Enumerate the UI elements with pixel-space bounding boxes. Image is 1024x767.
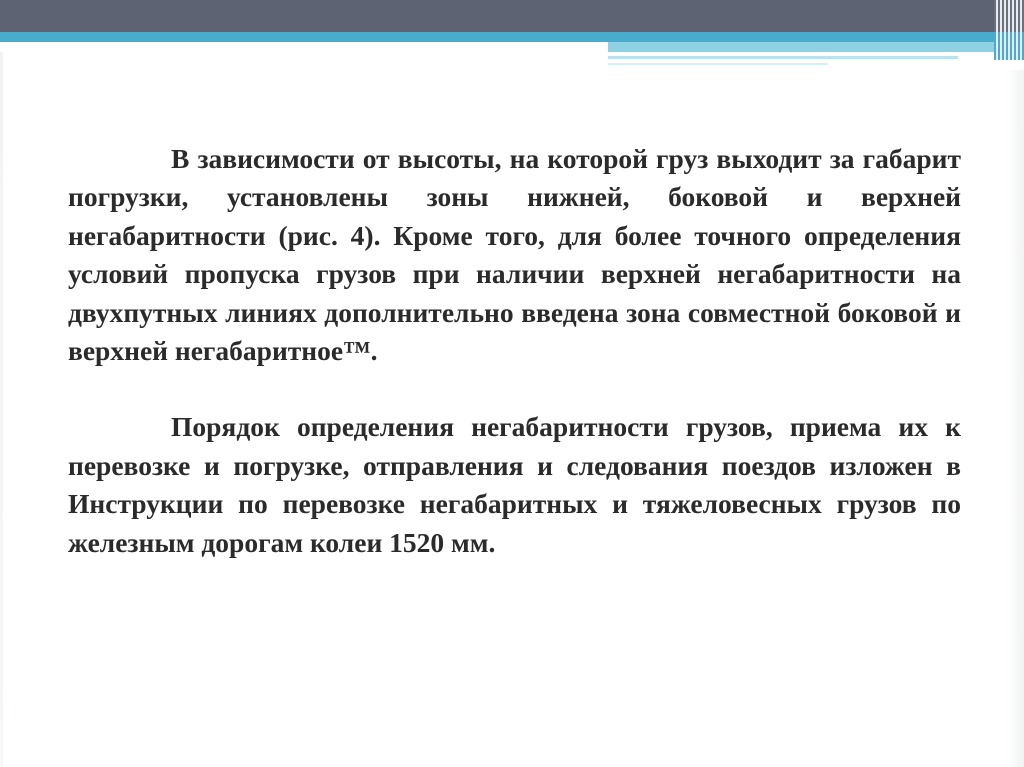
header-corner-pattern-accent xyxy=(994,32,1024,60)
slide-body xyxy=(68,140,961,562)
header-bar xyxy=(0,0,1024,32)
header-thin-line xyxy=(608,56,958,59)
paragraph-procedure: Порядок определения негабаритности грузов, приема их к перевозке и погрузке, отправления и следования поездов изложен в Инструкции по перевозке негабаритных и тяжеловесных грузов по железным дорогам колеи 1520 мм. xyxy=(68,411,961,558)
slide-frame-right xyxy=(1006,70,1024,767)
header-thin-line-secondary xyxy=(608,63,828,65)
header-accent-stripe-light xyxy=(608,42,1000,52)
slide-frame-left xyxy=(0,52,3,767)
paragraph-oversize-zones: В зависимости от высоты, на которой груз выходит за габарит погрузки, установлены зоны нижней, боковой и верхней негабаритности (рис. 4). Кроме того, для более точного определения условий пропуска грузов при наличии верхней негабаритности на двухпутных линиях дополнительно введена зона совместной боковой и верхней негабаритное™. xyxy=(68,143,961,367)
header-accent-stripe xyxy=(0,32,1000,42)
